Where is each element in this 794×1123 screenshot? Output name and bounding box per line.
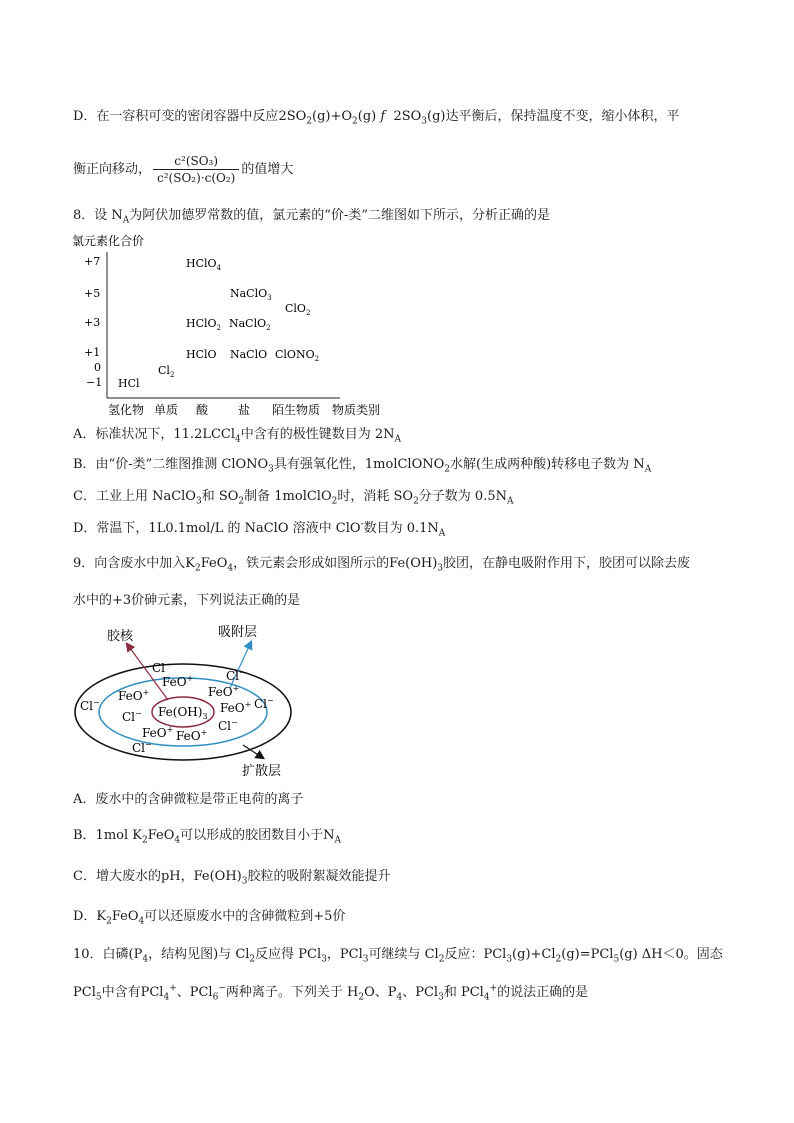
text: 和 PCl bbox=[443, 985, 484, 1000]
sub: 4 bbox=[396, 992, 403, 1003]
q9-option-c bbox=[73, 868, 391, 886]
t: − bbox=[145, 740, 152, 749]
t: − bbox=[135, 709, 142, 718]
t: + bbox=[166, 725, 174, 734]
ion-cl bbox=[226, 668, 246, 683]
sub: A bbox=[334, 835, 342, 846]
q9-option-b bbox=[73, 827, 341, 845]
text: O、P bbox=[364, 985, 397, 1000]
ion-feo bbox=[176, 728, 207, 743]
text: 水解(生成两种酸)转移电子数为 N bbox=[450, 457, 645, 472]
t: + bbox=[232, 684, 240, 693]
sub: 2 bbox=[331, 496, 338, 507]
sub: A bbox=[438, 528, 446, 539]
t: FeO bbox=[162, 675, 187, 689]
species-hclo2 bbox=[186, 317, 221, 332]
sub: 3 bbox=[241, 876, 248, 887]
species-naclo2 bbox=[229, 317, 271, 332]
text: ，结构见图)与 Cl bbox=[148, 947, 250, 962]
text: 和 SO bbox=[201, 489, 239, 504]
text: (g)+O bbox=[312, 109, 353, 124]
xcat-axis-title: 物质类别 bbox=[332, 403, 381, 417]
q8-option-b bbox=[73, 456, 651, 474]
t: − bbox=[239, 668, 246, 677]
sub: 5 bbox=[95, 992, 102, 1003]
sub: A bbox=[394, 434, 402, 445]
sub: A bbox=[122, 215, 130, 226]
sub: 4 bbox=[483, 992, 490, 1003]
text: 、PCl bbox=[176, 985, 213, 1000]
t: 3 bbox=[202, 712, 208, 721]
sub: A bbox=[506, 496, 514, 507]
sup: − bbox=[218, 983, 226, 994]
fraction-denominator: c²(SO₂)·c(O₂) bbox=[157, 171, 236, 185]
fraction bbox=[153, 153, 239, 186]
sub: 2 bbox=[106, 916, 112, 927]
sub: 2 bbox=[352, 116, 358, 127]
text: B．1mol K bbox=[73, 828, 142, 843]
t: − bbox=[231, 718, 238, 727]
t: + bbox=[200, 728, 208, 737]
tick-zero: 0 bbox=[94, 361, 101, 374]
t: − bbox=[165, 660, 172, 669]
t: Cl bbox=[218, 719, 232, 733]
text: 中含有的极性键数目为 2N bbox=[240, 427, 395, 442]
q8-option-c bbox=[73, 488, 513, 506]
t: 2 bbox=[305, 309, 311, 317]
t: FeO bbox=[118, 689, 143, 703]
t: ClONO bbox=[275, 348, 315, 361]
valence-class-chart bbox=[70, 228, 400, 420]
tick-minus1: −1 bbox=[86, 376, 103, 389]
text: (g) bbox=[357, 109, 377, 124]
tick-plus5: +5 bbox=[84, 287, 101, 300]
q8-option-a bbox=[73, 426, 401, 444]
text: 胶团，在静电吸附作用下，胶团可以除去废 bbox=[443, 556, 691, 571]
text: D．K bbox=[73, 909, 107, 924]
t: NaClO bbox=[229, 317, 267, 330]
ion-feo bbox=[162, 674, 193, 689]
equilibrium-symbol: f bbox=[380, 109, 386, 124]
xcat-element: 单质 bbox=[154, 403, 179, 417]
q10-stem-line2 bbox=[73, 984, 588, 1002]
text: ，PCl bbox=[326, 947, 363, 962]
t: FeO bbox=[176, 729, 201, 743]
sub: 2 bbox=[141, 835, 148, 846]
xcat-unfamiliar: 陌生物质 bbox=[272, 403, 321, 417]
sub: 4 bbox=[174, 835, 181, 846]
sub: 4 bbox=[142, 954, 149, 965]
q9-stem-line1 bbox=[73, 555, 690, 573]
text: 的说法正确的是 bbox=[497, 985, 589, 1000]
t: 2 bbox=[314, 355, 320, 363]
t: ClO bbox=[285, 302, 306, 315]
text: Fe(OH) bbox=[389, 556, 438, 571]
q8-option-d bbox=[73, 520, 445, 538]
text: A．标准状况下，11.2LCCl bbox=[73, 427, 236, 442]
text: 数目为 0.1N bbox=[363, 521, 439, 536]
text: 反应得 PCl bbox=[255, 947, 322, 962]
tick-plus3: +3 bbox=[84, 316, 101, 329]
ion-feo bbox=[220, 700, 251, 715]
t: 2 bbox=[266, 324, 271, 332]
t: Cl bbox=[122, 710, 136, 724]
core-label: 胶核 bbox=[107, 629, 134, 644]
sub: 4 bbox=[163, 992, 170, 1003]
text: 8．设 N bbox=[73, 208, 123, 223]
sub: 3 bbox=[195, 496, 202, 507]
species-clo2 bbox=[285, 302, 310, 317]
ion-cl bbox=[80, 698, 100, 713]
core-formula bbox=[158, 705, 208, 721]
ion-feo bbox=[142, 725, 173, 740]
adsorb-label: 吸附层 bbox=[218, 625, 258, 640]
sub: 2 bbox=[238, 496, 245, 507]
t: Cl bbox=[80, 699, 94, 713]
text: 具有强氧化性，1molClONO bbox=[273, 457, 445, 472]
text: 时，消耗 SO bbox=[337, 489, 414, 504]
t: FeO bbox=[142, 726, 167, 740]
fraction-numerator: c²(SO₃) bbox=[153, 153, 239, 170]
q8-stem bbox=[73, 207, 550, 225]
tick-plus7: +7 bbox=[84, 255, 101, 268]
sub: 5 bbox=[613, 954, 620, 965]
t: FeO bbox=[208, 685, 233, 699]
sub: 2 bbox=[555, 954, 562, 965]
t: Cl bbox=[152, 661, 166, 675]
species-naclo: NaClO bbox=[230, 348, 268, 361]
t: Cl bbox=[254, 697, 268, 711]
sub: 4 bbox=[227, 563, 234, 574]
text: (g) ΔH＜0。固态 bbox=[619, 947, 723, 962]
sub: 3 bbox=[362, 954, 369, 965]
xcat-acid: 酸 bbox=[196, 403, 209, 417]
text: 可以还原废水中的含砷微粒到+5价 bbox=[144, 909, 346, 924]
text: FeO bbox=[200, 556, 228, 571]
xcat-salt: 盐 bbox=[238, 403, 251, 417]
sub: 6 bbox=[212, 992, 219, 1003]
sub: 4 bbox=[138, 916, 145, 927]
species-naclo3 bbox=[230, 287, 272, 302]
t: HClO bbox=[186, 317, 217, 330]
sub: 2 bbox=[413, 496, 419, 507]
species-hclo4 bbox=[186, 257, 222, 272]
text: C．增大废水的pH，Fe(OH) bbox=[73, 869, 242, 884]
ion-feo bbox=[118, 688, 149, 703]
sub: 3 bbox=[321, 954, 327, 965]
q10-stem-line1 bbox=[73, 946, 723, 964]
q7-option-d-line2 bbox=[73, 152, 293, 188]
text: 2SO bbox=[278, 109, 307, 124]
sub: 2 bbox=[306, 116, 313, 127]
text: K bbox=[185, 556, 195, 571]
ion-cl bbox=[152, 660, 172, 675]
text: (g)=PCl bbox=[561, 947, 614, 962]
t: 2 bbox=[169, 371, 175, 379]
t: Fe(OH) bbox=[158, 705, 203, 719]
sub: 2 bbox=[358, 992, 365, 1003]
sub: 2 bbox=[438, 954, 445, 965]
sub: 4 bbox=[235, 434, 241, 445]
chart-ylabel: 氯元素化合价 bbox=[72, 234, 145, 248]
text: B．由“价-类”二维图推测 ClONO bbox=[73, 457, 269, 472]
species-hclo: HClO bbox=[186, 348, 217, 361]
t: Cl bbox=[158, 364, 170, 377]
tick-plus1: +1 bbox=[84, 346, 101, 359]
text: FeO bbox=[111, 909, 139, 924]
sub: 3 bbox=[506, 954, 513, 965]
species-clono2 bbox=[275, 348, 319, 363]
ion-feo bbox=[208, 684, 239, 699]
sub: 3 bbox=[268, 464, 274, 475]
text: 制备 1molClO bbox=[244, 489, 332, 504]
sup: + bbox=[169, 983, 177, 994]
xcat-hydride: 氢化物 bbox=[108, 403, 145, 417]
text: 衡正向移动， bbox=[73, 162, 152, 177]
sup: + bbox=[489, 983, 498, 994]
species-cl2 bbox=[158, 364, 174, 379]
text: 、PCl bbox=[402, 985, 439, 1000]
t: Cl bbox=[132, 741, 146, 755]
species-hcl: HCl bbox=[118, 377, 140, 390]
text: (g) bbox=[427, 109, 446, 124]
t: − bbox=[93, 698, 100, 707]
text: 反应：PCl bbox=[444, 947, 507, 962]
text: PCl bbox=[73, 985, 96, 1000]
text: 9．向含废水中加入 bbox=[73, 556, 186, 571]
sub: 2 bbox=[195, 563, 201, 574]
sub: 3 bbox=[438, 992, 444, 1003]
text: 可继续与 Cl bbox=[368, 947, 439, 962]
ion-cl bbox=[132, 740, 152, 755]
t: 2 bbox=[216, 324, 222, 332]
text: D．在一容积可变的密闭容器中反应 bbox=[73, 109, 279, 124]
text: 可以形成的胶团数目小于N bbox=[180, 828, 335, 843]
ion-cl bbox=[254, 696, 274, 711]
t: FeO bbox=[220, 701, 245, 715]
text: C．工业上用 NaClO bbox=[73, 489, 196, 504]
micelle-diagram bbox=[70, 620, 300, 780]
t: 3 bbox=[267, 294, 272, 302]
sub: 3 bbox=[421, 116, 428, 127]
text: 分子数为 0.5N bbox=[418, 489, 507, 504]
t: + bbox=[244, 700, 252, 709]
t: NaClO bbox=[230, 287, 268, 300]
ion-cl bbox=[122, 709, 142, 724]
q7-option-d-line1 bbox=[73, 108, 680, 126]
text: 中含有PCl bbox=[101, 985, 164, 1000]
text: 两种离子。下列关于 H bbox=[225, 985, 359, 1000]
sub: A bbox=[644, 464, 652, 475]
t: + bbox=[142, 688, 150, 697]
t: 4 bbox=[216, 264, 222, 272]
q9-option-a: A．废水中的含砷微粒是带正电荷的离子 bbox=[73, 792, 304, 807]
t: − bbox=[267, 696, 274, 705]
text: 2SO bbox=[393, 109, 422, 124]
text: D．常温下，1L0.1mol/L 的 NaClO 溶液中 ClO bbox=[73, 521, 361, 536]
t: + bbox=[186, 674, 194, 683]
text: FeO bbox=[147, 828, 175, 843]
text: 达平衡后，保持温度不变，缩小体积，平 bbox=[445, 109, 680, 124]
t: HClO bbox=[186, 257, 217, 270]
diffuse-label: 扩散层 bbox=[242, 764, 282, 779]
sub: 3 bbox=[437, 563, 444, 574]
sub: 2 bbox=[444, 464, 451, 475]
sup: - bbox=[360, 519, 364, 530]
text: 的值增大 bbox=[241, 162, 294, 177]
q9-stem-line2: 水中的+3价砷元素，下列说法正确的是 bbox=[73, 593, 301, 608]
sub: 2 bbox=[249, 954, 256, 965]
text: 10．白磷(P bbox=[73, 947, 143, 962]
text: 胶粒的吸附絮凝效能提升 bbox=[247, 869, 391, 884]
ion-cl bbox=[218, 718, 238, 733]
text: (g)+Cl bbox=[512, 947, 556, 962]
text: ，铁元素会形成如图所示的 bbox=[233, 556, 390, 571]
text: 为阿伏加德罗常数的值，氯元素的“价-类”二维图如下所示，分析正确的是 bbox=[129, 208, 550, 223]
t: Cl bbox=[226, 669, 240, 683]
q9-option-d bbox=[73, 908, 345, 926]
